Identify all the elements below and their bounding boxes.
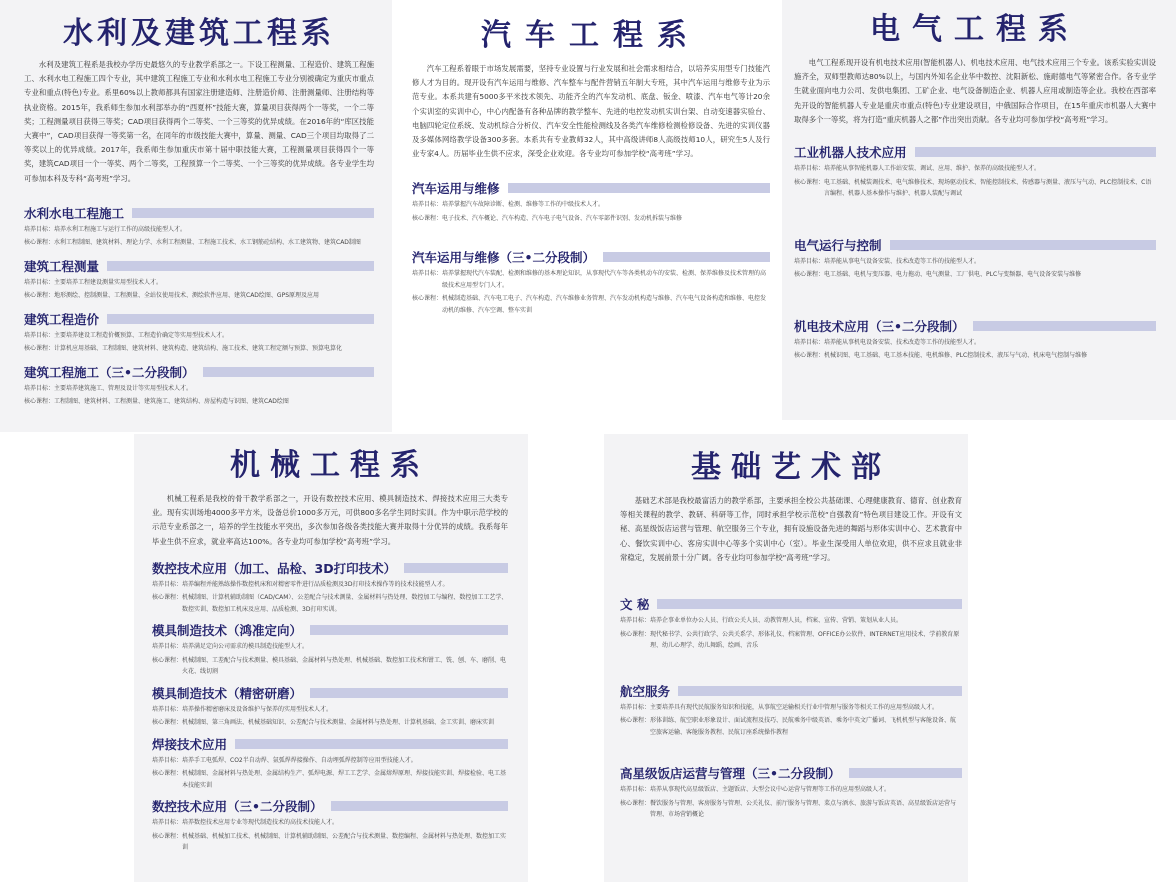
- major-block: 工业机器人技术应用 培养目标： 培养能从事智能机器人工作站安装、调试、应用、维护、保养的高级技能型人才。 核心课程： 电工基础、机械装调技术、电气维修技术、现场驱动技术、智能控制技术、传感器与测量、液压与气动、PLC控制技术、C语言编程、机器人基本操作与维护、机器人装配与调试: [794, 143, 1156, 200]
- major-name: 建筑工程造价: [24, 311, 100, 327]
- major-bar: [107, 314, 374, 324]
- major-bar: [849, 768, 963, 778]
- panel-title: 机械工程系: [230, 448, 430, 483]
- major-block: 汽车运用与维修（三•二分段制） 培养目标： 培养掌握现代汽车装配、检测和维修的基本理论知识，从事现代汽车等各类机动车的安装、检测、保养维修及技术管理的高级技术应用型专门人才。 核心课程： 机械制造基础、汽车电工电子、汽车构造、汽车维修业务管理、汽车发动机构造与维修、汽车电气设备构造和维修、电控发动机的维修、汽车空调、整车实训: [412, 248, 770, 316]
- major-name: 机电技术应用（三•二分段制）: [794, 318, 965, 334]
- major-bar: [310, 625, 508, 635]
- major-name: 汽车运用与维修（三•二分段制）: [412, 250, 595, 266]
- major-block: 航空服务 培养目标： 主要培养具有现代民航服务知识和技能，从事航空运输相关行业中管理与服务等相关工作的应用型高级人才。 核心课程： 形体训练、航空职业形象设计、面试流程及技巧、民航乘务中级英语、乘务中英文广播词、飞机机型与客舱设备、航空旅客运输、客舱服务教程、民航订座系统操作教程: [620, 682, 962, 739]
- panel-title: 汽车工程系: [481, 18, 701, 53]
- major-name: 模具制造技术（鸿准定向）: [152, 623, 303, 639]
- major-bar: [890, 240, 1156, 250]
- major-bar: [107, 261, 374, 271]
- major-block: 机电技术应用（三•二分段制） 培养目标： 培养能从事机电设备安装、技术改造等工作的技能型人才。 核心课程： 机械识图、电工基础、电工基本技能、电机维修、PLC控制技术、液压与气动、机床电气控制与维修: [794, 317, 1156, 362]
- major-name: 高星级饭店运营与管理（三•二分段制）: [620, 766, 841, 782]
- major-goal: 培养数控技术应用专业等现代制造技术的高技术技能人才。: [182, 819, 339, 827]
- major-block: 模具制造技术（精密研磨） 培养目标： 培养操作精密磨床及设备维护与保养的实用型技术人才。 核心课程： 机械制图、第三角画法、机械基础知识、公差配合与技术测量、金属材料与热处理、计算机基础、金工实训、磨床实训: [152, 684, 508, 729]
- major-bar: [132, 208, 374, 218]
- major-goal: 培养能从事机电设备安装、技术改造等工作的技能型人才。: [824, 338, 981, 346]
- major-name: 建筑工程施工（三•二分段制）: [24, 364, 195, 380]
- panel-mech: [134, 434, 528, 882]
- major-goal: 主要培养具有现代民航服务知识和技能，从事航空运输相关行业中管理与服务等相关工作的应用型高级人才。: [650, 703, 939, 711]
- major-goal: 主要培养建筑施工、管理及设计等实用型技术人才。: [54, 384, 193, 392]
- major-name: 数控技术应用（三•二分段制）: [152, 799, 323, 815]
- major-bar: [404, 563, 508, 573]
- major-courses: 机械识图、电工基础、电工基本技能、电机维修、PLC控制技术、液压与气动、机床电气控制与维修: [824, 352, 1088, 360]
- major-name: 汽车运用与维修: [412, 181, 500, 197]
- panel-auto: [398, 0, 778, 432]
- major-goal: 培养水利工程施工与运行工作的高级技能型人才。: [54, 225, 187, 233]
- major-bar: [235, 739, 508, 749]
- major-courses: 机械制造基础、汽车电工电子、汽车构造、汽车维修业务管理、汽车发动机构造与维修、汽车电气设备构造和维修、电控发动机的维修、汽车空调、整车实训: [442, 295, 767, 314]
- major-courses: 机械制图、计算机辅助制图（CAD/CAM）、公差配合与技术测量、金属材料与热处理、数控加工与编程、数控加工工艺学、数控实训、数控加工机床及应用、品质检测、3D打印实训。: [182, 594, 508, 613]
- major-block: 焊接技术应用 培养目标： 培养手工电弧焊、CO2半自动焊、氩弧焊焊接操作、自动埋弧焊控制等应用型技能人才。 核心课程： 机械制图、金属材料与热处理、金属结构生产、弧焊电源、焊工工艺学、金属熔焊原理、焊接技能实训、焊接检验、电工基本技能实训: [152, 735, 508, 792]
- major-courses: 工程制图、建筑材料、工程测量、建筑施工、建筑结构、房屋构造与识图、建筑CAD绘图: [54, 398, 289, 406]
- major-courses: 电工基础、电机与变压器、电力拖动、电气测量、工厂供电、PLC与变频器、电气设备安装与维修: [824, 271, 1082, 279]
- major-block: 水利水电工程施工 培养目标： 培养水利工程施工与运行工作的高级技能型人才。 核心课程： 水利工程制图、建筑材料、理论力学、水利工程测量、工程施工技术、水工钢筋砼结构、水工建筑物、建筑CAD制图: [24, 204, 374, 249]
- major-goal: 培养能从事智能机器人工作站安装、调试、应用、维护、保养的高级技能型人才。: [824, 165, 1041, 173]
- major-block: 建筑工程施工（三•二分段制） 培养目标： 主要培养建筑施工、管理及设计等实用型技术人才。 核心课程： 工程制图、建筑材料、工程测量、建筑施工、建筑结构、房屋构造与识图、建筑CAD绘图: [24, 363, 374, 408]
- major-name: 工业机器人技术应用: [794, 145, 907, 161]
- panel-art: [604, 434, 968, 882]
- major-courses: 水利工程制图、建筑材料、理论力学、水利工程测量、工程施工技术、水工钢筋砼结构、水工建筑物、建筑CAD制图: [54, 239, 361, 247]
- major-courses: 电工基础、机械装调技术、电气维修技术、现场驱动技术、智能控制技术、传感器与测量、液压与气动、PLC控制技术、C语言编程、机器人基本操作与维护、机器人装配与调试: [824, 178, 1152, 198]
- major-courses: 机械制图、第三角画法、机械基础知识、公差配合与技术测量、金属材料与热处理、计算机基础、金工实训、磨床实训: [182, 719, 495, 727]
- major-courses: 计算机应用基础、工程制图、建筑材料、建筑构造、建筑结构、施工技术、建筑工程定额与预算、预算电算化: [54, 345, 343, 353]
- major-goal: 培养满足定向公司需求的模具制造技能型人才。: [182, 643, 309, 651]
- major-goal: 培养从事现代高星级饭店、主题饭店、大型会议中心运营与管理等工作的应用型高级人才。: [650, 786, 891, 794]
- major-goal: 培养掌握现代汽车装配、检测和维修的基本理论知识，从事现代汽车等各类机动车的安装、检测、保养维修及技术管理的高级技术应用型专门人才。: [442, 270, 767, 289]
- major-name: 建筑工程测量: [24, 258, 100, 274]
- major-bar: [603, 252, 770, 262]
- major-goal: 培养编程并能熟练操作数控机床和对精密零件进行品质检测及3D打印技术操作等的技术技能型人才。: [182, 580, 449, 588]
- major-block: 汽车运用与维修 培养目标： 培养掌握汽车故障诊断、检测、维修等工作的中级技术人才。 核心课程： 电子技术、汽车概论、汽车构造、汽车电子电气设备、汽车零部件识别、发动机拆装与维修: [412, 179, 770, 224]
- major-bar: [915, 147, 1156, 157]
- major-courses: 现代秘书学、公共行政学、公共关系学、形体礼仪、档案管理、OFFICE办公软件、INTERNET应用技术、学前教育原理、幼儿心理学、幼儿舞蹈、绘画、音乐: [650, 630, 960, 650]
- major-courses: 电子技术、汽车概论、汽车构造、汽车电子电气设备、汽车零部件识别、发动机拆装与维修: [442, 214, 683, 222]
- panel-title: 水利及建筑工程系: [63, 16, 335, 51]
- major-block: 建筑工程造价 培养目标： 主要培养建设工程造价概预算、工程造价确定等实用型技术人才。 核心课程： 计算机应用基础、工程制图、建筑材料、建筑构造、建筑结构、施工技术、建筑工程定额与预算、预算电算化: [24, 310, 374, 355]
- major-bar: [678, 686, 962, 696]
- panel-title: 电气工程系: [870, 12, 1080, 47]
- major-bar: [203, 367, 375, 377]
- major-name: 文 秘: [620, 597, 650, 613]
- major-block: 数控技术应用（加工、品检、3D打印技术） 培养目标： 培养编程并能熟练操作数控机床和对精密零件进行品质检测及3D打印技术操作等的技术技能型人才。 核心课程： 机械制图、计算机辅助制图（CAD/CAM）、公差配合与技术测量、金属材料与热处理、数控加工与编程、数控加工工艺学、数控实训、数控加工机床及应用、品质检测、3D打印实训。: [152, 559, 508, 616]
- major-bar: [657, 599, 962, 609]
- panel-intro: 水利及建筑工程系是我校办学历史最悠久的专业教学系部之一。下设工程测量、工程造价、建筑工程施工、水利水电工程施工四个专业，其中建筑工程施工专业和水利水电工程施工专业分别被确定为重庆市重点专业和重点(特色)专业。系里60%以上教师都具有国家注册建造师、注册造价师、注册测量师、注册结构等执业资格。2015年，我系师生参加水利部举办的“西夏杯”技能大赛，算量项目获得两个一等奖，一个二等奖；工程测量项目获得三等奖；CAD项目获得两个二等奖、一个三等奖的优异成绩。在2016年的“库区技能大赛中”，CAD项目获得一等奖第一名，在同年的市级技能大赛中，算量、测量、CAD三个项目均取得了二等奖以上的优异成绩。2017年，我系师生参加重庆市第十届中职技能大赛，工程测量项目获得四个一等奖，建筑CAD项目一个一等奖、两个二等奖，工程预算一个二等奖、一个三等奖的优异成绩。各专业学生均可参加本科及专科“高考班”学习。: [24, 60, 374, 183]
- major-goal: 培养操作精密磨床及设备维护与保养的实用型技术人才。: [182, 705, 333, 713]
- major-courses: 机械基础、机械加工技术、机械制图、计算机辅助制图、公差配合与技术测量、数控编程、金属材料与热处理、数控加工实训: [182, 832, 507, 852]
- major-name: 模具制造技术（精密研磨）: [152, 685, 303, 701]
- major-courses: 机械制图、工差配合与技术测量、模具基础、金属材料与热处理、机械基础、数控加工技术和钳工、铣、刨、车、磨削、电火花、线切割: [182, 656, 507, 676]
- major-block: 建筑工程测量 培养目标： 主要培养工程建设测量实用型技术人才。 核心课程： 地形测绘、控制测量、工程测量、全站仪使用技术、测绘软件应用、建筑CAD绘图、GPS原理及应用: [24, 257, 374, 302]
- major-name: 焊接技术应用: [152, 736, 228, 752]
- major-goal: 培养企事业单位办公人员、行政公关人员、动教管理人员，档案、宣传、营销、策划从业人员。: [650, 617, 903, 625]
- panel-title: 基础艺术部: [691, 450, 891, 485]
- major-courses: 形体训练、航空职业形象设计、面试流程及技巧、民航乘务中级英语、乘务中英文广播词、飞机机型与客舱设备、航空旅客运输、客舱服务教程、民航订座系统操作教程: [650, 717, 957, 736]
- major-block: 数控技术应用（三•二分段制） 培养目标： 培养数控技术应用专业等现代制造技术的高技术技能人才。 核心课程： 机械基础、机械加工技术、机械制图、计算机辅助制图、公差配合与技术测量、数控编程、金属材料与热处理、数控加工实训: [152, 797, 508, 854]
- panel-intro: 基础艺术部是我校最富活力的教学系部，主要承担全校公共基础课、心理健康教育、德育、创业教育等相关课程的教学、教研、科研等工作，同时承担学校示范校“自强教育”特色项目建设工作。开设有文秘、高星级饭店运营与管理、航空服务三个专业，拥有设施设备先进的舞蹈与形体实训中心、艺术教育中心、餐饮实训中心、客房实训中心等多个实训中心（室）。毕业生深受用人单位欢迎，供不应求且就业非常稳定，发展前景十分广阔。各专业均可参加学校“高考班”学习。: [620, 496, 962, 562]
- major-block: 高星级饭店运营与管理（三•二分段制） 培养目标： 培养从事现代高星级饭店、主题饭店、大型会议中心运营与管理等工作的应用型高级人才。 核心课程： 餐饮服务与管理、客房服务与管理、公关礼仪、前厅服务与管理、菜点与酒水、旅游与饭店英语、高星级饭店运营与管理、市场营销概论: [620, 764, 962, 821]
- major-goal: 主要培养工程建设测量实用型技术人才。: [54, 278, 163, 286]
- major-bar: [973, 321, 1157, 331]
- major-courses: 机械制图、金属材料与热处理、金属结构生产、弧焊电源、焊工工艺学、金属熔焊原理、焊接技能实训、焊接检验、电工基本技能实训: [182, 770, 507, 789]
- panel-intro: 机械工程系是我校的骨干教学系部之一，开设有数控技术应用、模具制造技术、焊接技术应用三大类专业。现有实训场地4000多平方米，设备总价1000多万元，可供800多名学生同时实训。作为中职示范学校的示范专业系部之一，培养的学生技能水平突出，多次参加各级各类技能大赛并取得十分优异的成绩。我系每年毕业生供不应求，就业率高达100%。各专业均可参加学校“高考班”学习。: [152, 494, 508, 546]
- major-goal: 培养手工电弧焊、CO2半自动焊、氩弧焊焊接操作、自动埋弧焊控制等应用型技能人才。: [182, 756, 417, 764]
- major-goal: 主要培养建设工程造价概预算、工程造价确定等实用型技术人才。: [54, 331, 229, 339]
- major-block: 电气运行与控制 培养目标： 培养能从事电气设备安装、技术改造等工作的技能型人才。 核心课程： 电工基础、电机与变压器、电力拖动、电气测量、工厂供电、PLC与变频器、电气设备安装与维修: [794, 236, 1156, 281]
- major-goal: 培养掌握汽车故障诊断、检测、维修等工作的中级技术人才。: [442, 201, 605, 209]
- major-name: 电气运行与控制: [794, 237, 882, 253]
- major-goal: 培养能从事电气设备安装、技术改造等工作的技能型人才。: [824, 257, 981, 265]
- major-courses: 餐饮服务与管理、客房服务与管理、公关礼仪、前厅服务与管理、菜点与酒水、旅游与饭店英语、高星级饭店运营与管理、市场营销概论: [650, 799, 957, 819]
- panel-intro: 电气工程系现开设有机电技术应用(智能机器人)、机电技术应用、电气技术应用三个专业。该系实验实训设施齐全，双师型教师达80%以上，与国内外知名企业华中数控、沈阳新松、施耐德电气等紧密合作。各专业学生就业面向电力公司、发供电集团、工矿企业、电气设备制造企业、机器人应用或制造等企业。我校在西部率先开设的智能机器人专业是重庆市重点(特色)专业建设项目，中俄国际合作项目，在15年重庆市机器人大赛中取得多个一等奖，将为打造“重庆机器人之都”作出突出贡献。各专业均可参加学校“高考班”学习。: [794, 58, 1156, 124]
- major-name: 水利水电工程施工: [24, 205, 125, 221]
- panel-intro: 汽车工程系着眼于市场发展需要，坚持专业设置与行业发展和社会需求相结合，以培养实用型专门技能汽修人才为目的。现开设有汽车运用与维修、汽车整车与配件营销五年制大专班，其中汽车运用与维修专业为示范专业。本系共建有5000多平米技术领先、功能齐全的汽车发动机、底盘、钣金、喷漆、汽车电气等计20余个实训室的实训中心，中心内配备有各种品牌的教学整车、先进的电控发动机实训台架、自动变速器实验台、电脑四轮定位系统、发动机综合分析仪、汽车安全性能检测线及各类汽车维修检测检修设备、先进的实训仪器及多媒体网络教学设备300多套。本系共有专业教师32人，其中高级讲师8人高级技师10人，研究生5人及行业专家4人。历届毕业生供不应求，深受企业欢迎。各专业均可参加学校“高考班”学习。: [412, 64, 770, 159]
- major-name: 航空服务: [620, 683, 671, 699]
- panel-elec: [782, 0, 1176, 420]
- major-bar: [310, 688, 508, 698]
- major-block: 文 秘 培养目标： 培养企事业单位办公人员、行政公关人员、动教管理人员，档案、宣传、营销、策划从业人员。 核心课程： 现代秘书学、公共行政学、公共关系学、形体礼仪、档案管理、OFFICE办公软件、INTERNET应用技术、学前教育原理、幼儿心理学、幼儿舞蹈、绘画、音乐: [620, 595, 962, 652]
- major-name: 数控技术应用（加工、品检、3D打印技术）: [152, 560, 397, 576]
- major-courses: 地形测绘、控制测量、工程测量、全站仪使用技术、测绘软件应用、建筑CAD绘图、GPS原理及应用: [54, 292, 320, 300]
- major-bar: [508, 183, 770, 193]
- panel-water: [0, 0, 392, 432]
- major-block: 模具制造技术（鸿准定向） 培养目标： 培养满足定向公司需求的模具制造技能型人才。 核心课程： 机械制图、工差配合与技术测量、模具基础、金属材料与热处理、机械基础、数控加工技术和钳工、铣、刨、车、磨削、电火花、线切割: [152, 621, 508, 678]
- major-bar: [331, 801, 509, 811]
